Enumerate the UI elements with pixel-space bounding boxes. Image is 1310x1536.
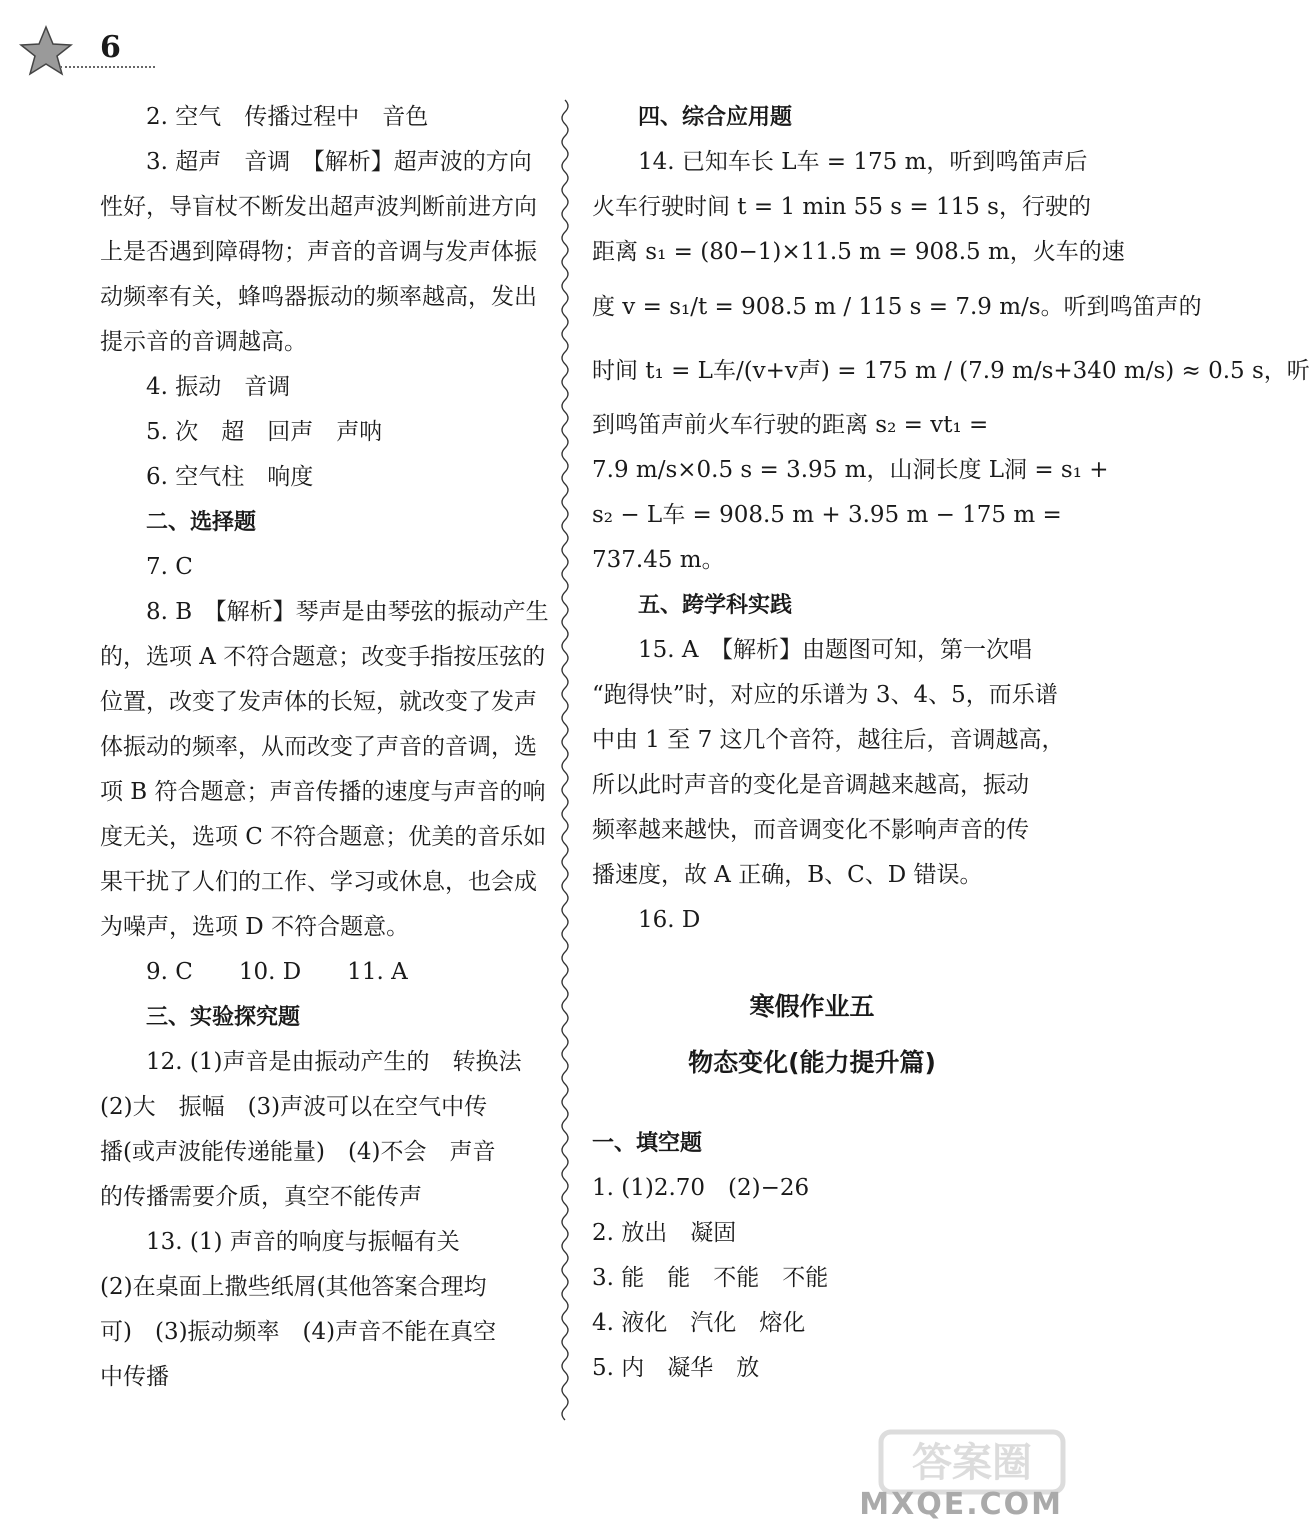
answer-line: 体振动的频率，从而改变了声音的音调，选 (100, 734, 537, 760)
answer-line: s₂ − L车 = 908.5 m + 3.95 m − 175 m = (592, 502, 1062, 528)
answer-line: 3. 能 能 不能 不能 (592, 1265, 829, 1291)
answer-line: 动频率有关，蜂鸣器振动的频率越高，发出 (100, 284, 537, 310)
watermark-text: MXQE.COM (859, 1487, 1063, 1522)
answer-line: 9. C 10. D 11. A (146, 959, 408, 985)
answer-line: 2. 放出 凝固 (592, 1220, 737, 1246)
column-divider (558, 100, 572, 1420)
answer-line: 性好，导盲杖不断发出超声波判断前进方向 (100, 194, 537, 220)
answer-line: 的，选项 A 不符合题意；改变手指按压弦的 (100, 644, 546, 670)
svg-text:答案圈: 答案圈 (912, 1440, 1032, 1486)
section-heading: 三、实验探究题 (146, 1005, 301, 1030)
right-answers-2 (592, 1121, 1032, 1391)
answer-line: 7.9 m/s×0.5 s = 3.95 m，山洞长度 L洞 = s₁ + (592, 457, 1109, 483)
right-column (592, 95, 1310, 1391)
answer-line: 737.45 m。 (592, 547, 725, 573)
answer-line: 项 B 符合题意；声音传播的速度与声音的响 (100, 779, 546, 805)
answer-line: 6. 空气柱 响度 (146, 464, 314, 490)
answer-line: 16. D (638, 907, 701, 933)
answer-line: 13. (1) 声音的响度与振幅有关 (146, 1229, 460, 1255)
answer-line: 播速度，故 A 正确，B、C、D 错误。 (592, 862, 983, 888)
answer-line: 8. B 【解析】琴声是由琴弦的振动产生 (146, 599, 549, 625)
answer-line: 为噪声，选项 D 不符合题意。 (100, 914, 410, 940)
answer-line: 4. 液化 汽化 熔化 (592, 1310, 806, 1336)
answer-line: 4. 振动 音调 (146, 374, 291, 400)
answer-line: 距离 s₁ = (80−1)×11.5 m = 908.5 m，火车的速 (592, 239, 1125, 265)
answer-line: (2)在桌面上撒些纸屑(其他答案合理均 (100, 1274, 487, 1300)
answer-line: 火车行驶时间 t = 1 min 55 s = 115 s，行驶的 (592, 194, 1091, 220)
answer-line: 2. 空气 传播过程中 音色 (146, 104, 429, 130)
page-number: 6 (100, 30, 121, 65)
answer-line: 14. 已知车长 L车 = 175 m，听到鸣笛声后 (638, 149, 1088, 175)
answer-line: 度 v = s₁/t = 908.5 m / 115 s = 7.9 m/s。听到鸣笛声的 (592, 294, 1202, 320)
answer-line: 的传播需要介质，真空不能传声 (100, 1184, 422, 1210)
right-answers (592, 95, 1310, 943)
section-heading: 二、选择题 (146, 510, 257, 535)
answer-line: 15. A 【解析】由题图可知，第一次唱 (638, 637, 1032, 663)
answer-line: 上是否遇到障碍物；声音的音调与发声体振 (100, 239, 537, 265)
answer-line: 1. (1)2.70 (2)−26 (592, 1175, 810, 1201)
answer-line: 5. 内 凝华 放 (592, 1355, 760, 1381)
answer-line: 到鸣笛声前火车行驶的距离 s₂ = vt₁ = (592, 412, 989, 438)
section-heading: 五、跨学科实践 (638, 593, 793, 618)
section-heading: 四、综合应用题 (638, 105, 793, 130)
answer-line: 5. 次 超 回声 声呐 (146, 419, 383, 445)
answer-line: 果干扰了人们的工作、学习或休息，也会成 (100, 869, 537, 895)
answer-line: 频率越来越快，而音调变化不影响声音的传 (592, 817, 1029, 843)
section-subtitle: 物态变化(能力提升篇) (688, 1048, 936, 1077)
answer-line: (2)大 振幅 (3)声波可以在空气中传 (100, 1094, 488, 1120)
answer-line: 3. 超声 音调 【解析】超声波的方向 (146, 149, 532, 175)
answer-line: 可) (3)振动频率 (4)声音不能在真空 (100, 1319, 497, 1345)
answer-line: 位置，改变了发声体的长短，就改变了发声 (100, 689, 537, 715)
answer-line: 中传播 (100, 1364, 169, 1390)
answer-line: 12. (1)声音是由振动产生的 转换法 (146, 1049, 522, 1075)
left-column (100, 95, 549, 1400)
answer-line: 提示音的音调越高。 (100, 329, 307, 355)
answer-line: “跑得快”时，对应的乐谱为 3、4、5，而乐谱 (592, 682, 1058, 708)
answer-line: 度无关，选项 C 不符合题意；优美的音乐如 (100, 824, 547, 850)
star-icon (18, 24, 74, 78)
answer-line: 7. C (146, 554, 193, 580)
section-title: 寒假作业五 (749, 992, 875, 1021)
answer-line: 中由 1 至 7 这几个音符，越往后，音调越高， (592, 727, 1065, 753)
header-dotted-rule (60, 66, 155, 68)
section-heading: 一、填空题 (592, 1131, 703, 1156)
answer-line: 时间 t₁ = L车/(v+v声) = 175 m / (7.9 m/s+340 m/s) ≈ 0.5 s，听 (592, 358, 1310, 384)
answer-line: 所以此时声音的变化是音调越来越高，振动 (592, 772, 1029, 798)
answer-line: 播(或声波能传递能量) (4)不会 声音 (100, 1139, 496, 1165)
